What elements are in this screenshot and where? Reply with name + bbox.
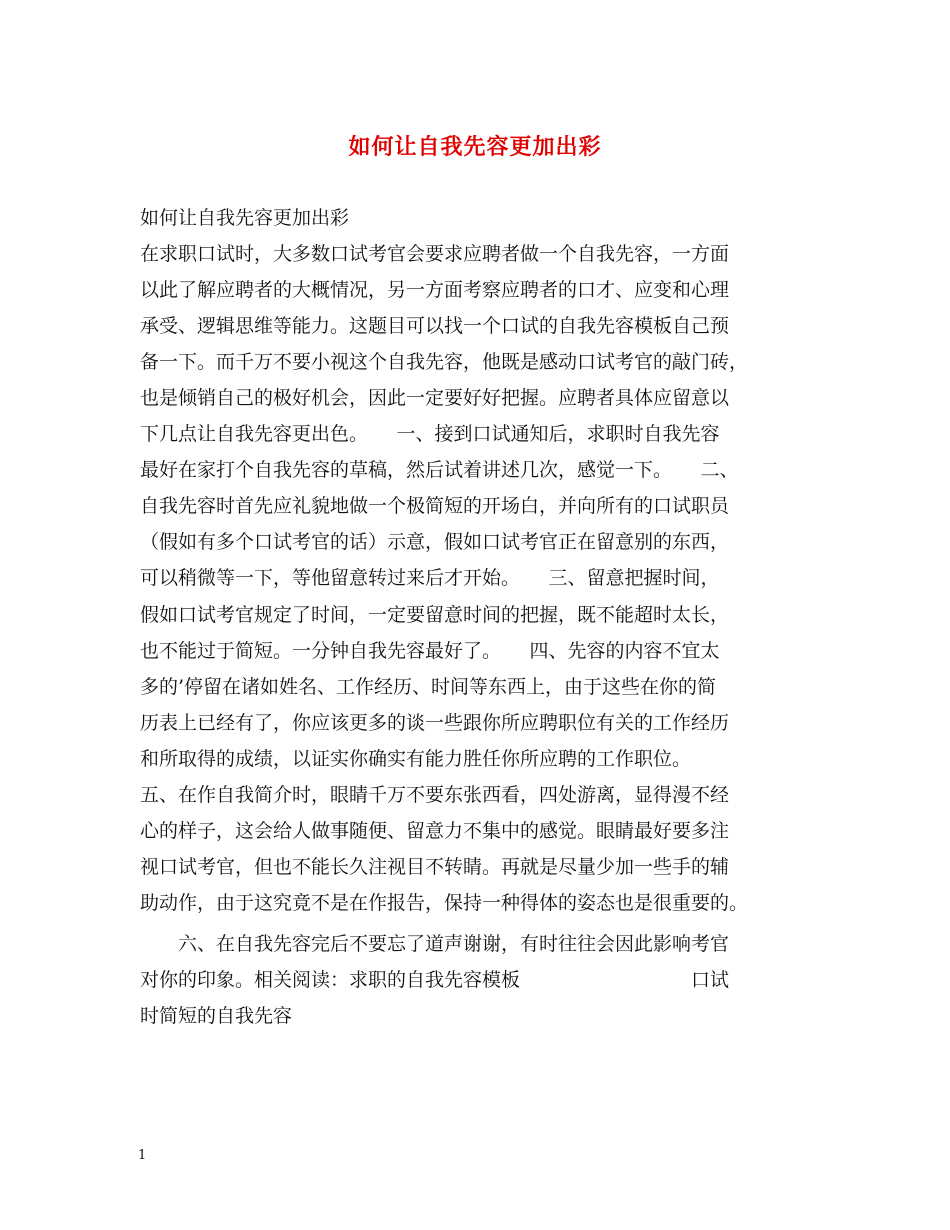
- body-line: 如何让自我先容更加出彩: [140, 207, 350, 229]
- body-line: 助动作，由于这究竟不是在作报告，保持一种得体的姿态也是很重要的。: [140, 892, 749, 914]
- body-line: （假如有多个口试考官的话）示意，假如口试考官正在留意别的东西，: [140, 531, 730, 553]
- body-line: 历表上已经有了，你应该更多的谈一些跟你所应聘职位有关的工作经历: [140, 712, 730, 734]
- body-line: 可以稍微等一下，等他留意转过来后才开始。 三、留意把握时间，: [140, 567, 720, 589]
- body-line: 假如口试考官规定了时间，一定要留意时间的把握，既不能超时太长，: [140, 604, 730, 626]
- page-number: 1: [138, 1148, 147, 1163]
- body-line: 和所取得的成绩，以证实你确实有能力胜任你所应聘的工作职位。: [140, 748, 692, 770]
- body-line: 也是倾销自己的极好机会，因此一定要好好把握。应聘者具体应留意以: [140, 387, 730, 409]
- body-line: 时简短的自我先容: [140, 1005, 293, 1027]
- body-line: 承受、逻辑思维等能力。这题目可以找一个口试的自我先容模板自己预: [140, 315, 730, 337]
- body-line: 最好在家打个自我先容的草稿，然后试着讲述几次，感觉一下。 二、: [140, 459, 739, 481]
- body-line: 在求职口试时，大多数口试考官会要求应聘者做一个自我先容，一方面: [140, 243, 730, 265]
- body-line: 多的’停留在诸如姓名、工作经历、时间等东西上，由于这些在你的简: [140, 676, 717, 698]
- body-line: 备一下。而千万不要小视这个自我先容，他既是感动口试考官的敲门砖，: [140, 351, 749, 373]
- body-line: 下几点让自我先容更出色。 一、接到口试通知后，求职时自我先容: [140, 423, 720, 445]
- body-line: 六、在自我先容完后不要忘了道声谢谢，有时往往会因此影响考官: [140, 933, 730, 955]
- body-line: 以此了解应聘者的大概情况，另一方面考察应聘者的口才、应变和心理: [140, 279, 730, 301]
- body-line: 自我先容时首先应礼貌地做一个极简短的开场白，并向所有的口试职员: [140, 495, 730, 517]
- body-line: 心的样子，这会给人做事随便、留意力不集中的感觉。眼睛最好要多注: [140, 820, 730, 842]
- body-line: 对你的印象。相关阅读：求职的自我先容模板 口试: [140, 969, 730, 991]
- body-line: 视口试考官，但也不能长久注视目不转睛。再就是尽量少加一些手的辅: [140, 856, 730, 878]
- document-title: 如何让自我先容更加出彩: [348, 134, 602, 160]
- body-line: 也不能过于简短。一分钟自我先容最好了。 四、先容的内容不宜太: [140, 640, 720, 662]
- body-line: 五、在作自我简介时，眼睛千万不要东张西看，四处游离，显得漫不经: [140, 784, 730, 806]
